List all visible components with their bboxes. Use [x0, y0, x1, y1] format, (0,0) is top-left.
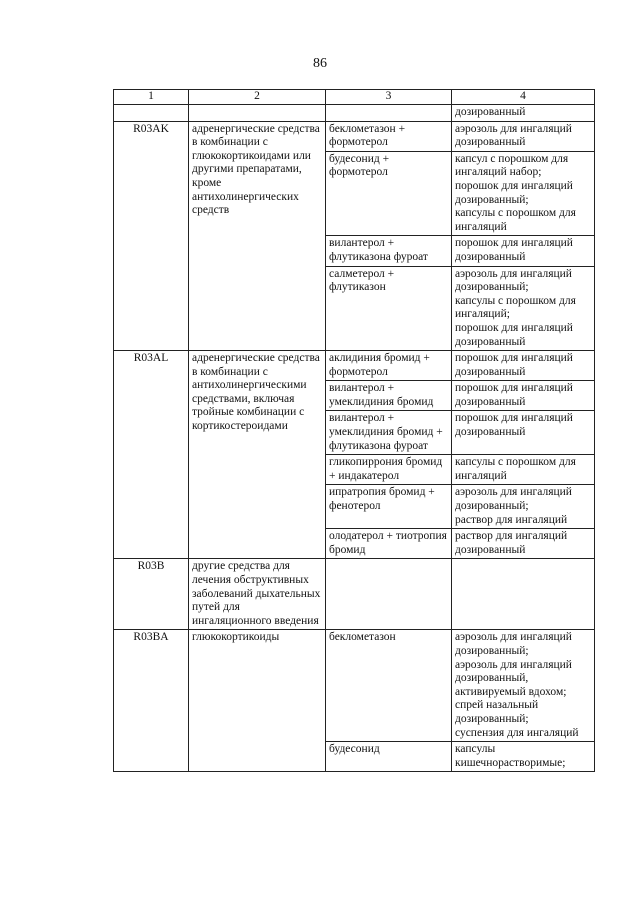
table-row — [114, 630, 595, 742]
substance-cell: будесонид + формотерол — [326, 151, 452, 236]
substance-cell: беклометазон — [326, 630, 452, 742]
substance-cell: беклометазон + формотерол — [326, 121, 452, 151]
group-name-cell: адренергические средства в комбинации с глюкокортикоидами или другими препаратами, кроме антихолинергических средств — [189, 121, 326, 351]
column-number: 2 — [189, 90, 326, 105]
dosage-form-cell: аэрозоль для ингаляций дозированный; раствор для ингаляций — [452, 485, 595, 529]
dosage-form-cell: порошок для ингаляций дозированный — [452, 351, 595, 381]
column-number: 4 — [452, 90, 595, 105]
dosage-form-cell — [452, 559, 595, 630]
substance-cell: будесонид — [326, 742, 452, 772]
atc-code-cell: R03AL — [114, 351, 189, 559]
atc-code-cell: R03AK — [114, 121, 189, 351]
dosage-form-cell: аэрозоль для ингаляций дозированный; аэрозоль для ингаляций дозированный, активируемый вдохом; спрей назальный дозированный; суспензия для ингаляций — [452, 630, 595, 742]
substance-cell — [326, 105, 452, 122]
substance-cell: вилантерол + умеклидиния бромид — [326, 381, 452, 411]
dosage-form-cell: капсулы кишечнорастворимые; — [452, 742, 595, 772]
table-row — [114, 121, 595, 151]
substance-cell — [326, 559, 452, 630]
atc-code-cell: R03B — [114, 559, 189, 630]
atc-code-cell: R03BA — [114, 630, 189, 772]
table-row — [114, 351, 595, 381]
dosage-form-cell: аэрозоль для ингаляций дозированный — [452, 121, 595, 151]
dosage-form-cell: порошок для ингаляций дозированный — [452, 411, 595, 455]
substance-cell: вилантерол + умеклидиния бромид + флутиказона фуроат — [326, 411, 452, 455]
group-name-cell: адренергические средства в комбинации с антихолинергическими средствами, включая тройные комбинации с кортикостероидами — [189, 351, 326, 559]
drug-classification-table — [113, 89, 595, 772]
column-number-row — [114, 90, 595, 105]
dosage-form-cell: капсул с порошком для ингаляций набор; порошок для ингаляций дозированный; капсулы с порошком для ингаляций — [452, 151, 595, 236]
column-number: 1 — [114, 90, 189, 105]
substance-cell: олодатерол + тиотропия бромид — [326, 529, 452, 559]
dosage-form-cell: дозированный — [452, 105, 595, 122]
group-name-cell — [189, 105, 326, 122]
dosage-form-cell: порошок для ингаляций дозированный — [452, 381, 595, 411]
substance-cell: гликопиррония бромид + индакатерол — [326, 455, 452, 485]
continuation-row — [114, 105, 595, 122]
code-cell — [114, 105, 189, 122]
dosage-form-cell: аэрозоль для ингаляций дозированный; капсулы с порошком для ингаляций; порошок для ингаляций дозированный — [452, 266, 595, 351]
group-name-cell: глюкокортикоиды — [189, 630, 326, 772]
column-number: 3 — [326, 90, 452, 105]
page-number: 86 — [313, 56, 327, 71]
dosage-form-cell: раствор для ингаляций дозированный — [452, 529, 595, 559]
dosage-form-cell: капсулы с порошком для ингаляций — [452, 455, 595, 485]
dosage-form-cell: порошок для ингаляций дозированный — [452, 236, 595, 266]
substance-cell: салметерол + флутиказон — [326, 266, 452, 351]
table-row — [114, 559, 595, 630]
group-name-cell: другие средства для лечения обструктивных заболеваний дыхательных путей для ингаляционного введения — [189, 559, 326, 630]
substance-cell: аклидиния бромид + формотерол — [326, 351, 452, 381]
substance-cell: вилантерол + флутиказона фуроат — [326, 236, 452, 266]
substance-cell: ипратропия бромид + фенотерол — [326, 485, 452, 529]
